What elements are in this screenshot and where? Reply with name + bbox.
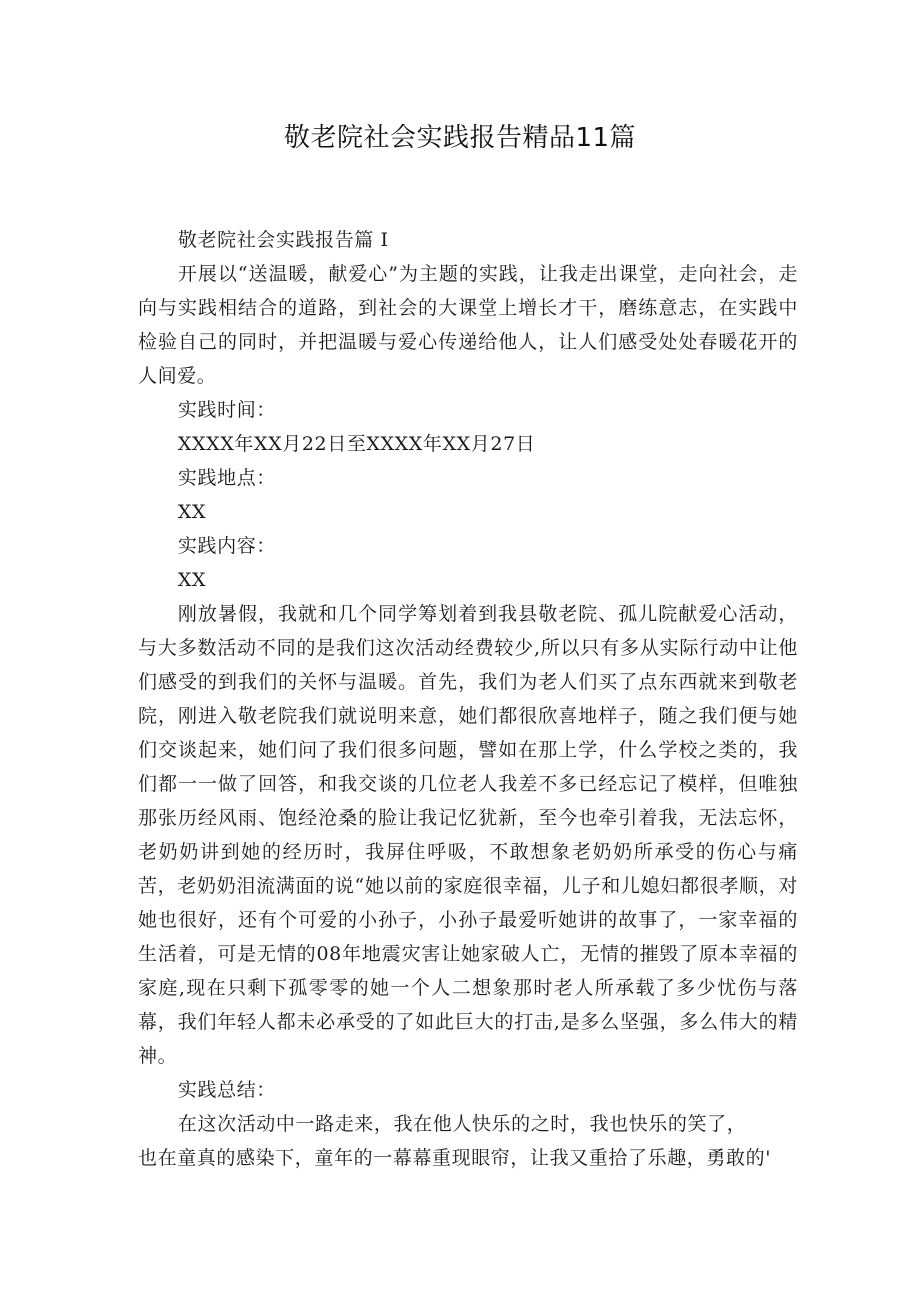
document-title: 敬老院社会实践报告精品11篇 [283,123,637,153]
content-paragraph: 刚放暑假，我就和几个同学筹划着到我县敬老院、孤儿院献爱心活动，与大多数活动不同的是我们这次活动经费较少,所以只有多从实际行动中让他们感受的到我们的关怀与温暖。首先，我们为老人们买了点东西就来到敬老院，刚进入敬老院我们就说明来意，她们都很欣喜地样子，随之我们便与她们交谈起来，她们问了我们很多问题，譬如在那上学，什么学校之类的，我们都一一做了回答，和我交谈的几位老人我差不多已经忘记了模样，但唯独那张历经风雨、饱经沧桑的脸让我记忆犹新，至今也牵引着我，无法忘怀，老奶奶讲到她的经历时，我屏住呼吸，不敢想象老奶奶所承受的伤心与痛苦，老奶奶泪流满面的说“她以前的家庭很幸福，儿子和儿媳妇都很孝顺，对她也很好，还有个可爱的小孙子，小孙子最爱听她讲的故事了，一家幸福的生活着，可是无情的08年地震灾害让她家破人亡，无情的摧毁了原本幸福的家庭,现在只剩下孤零零的她一个人二想象那时老人所承载了多少忧伤与落幕，我们年轻人都未必承受的了如此巨大的打击,是多么坚强，多么伟大的精神。 [138,603,798,1067]
place-value: XX [177,501,207,523]
content-label: 实践内容： [177,535,276,557]
summary-line-2: 也在童真的感染下，童年的一幕幕重现眼帘，让我又重拾了乐趣，勇敢的' [138,1147,772,1169]
time-label: 实践时间： [177,399,276,421]
content-value: XX [177,569,207,591]
section-heading: 敬老院社会实践报告篇 I [177,229,389,251]
place-label: 实践地点： [177,467,276,489]
intro-paragraph: 开展以“送温暖，献爱心”为主题的实践，让我走出课堂，走向社会，走向与实践相结合的道路，到社会的大课堂上增长才干，磨练意志，在实践中检验自己的同时，并把温暖与爱心传递给他人，让人们感受处处春暖花开的人间爱。 [138,263,798,387]
document-body [138,223,798,1175]
summary-line-1: 在这次活动中一路走来，我在他人快乐的之时，我也快乐的笑了， [177,1113,747,1135]
time-value: XXXX年XX月22日至XXXX年XX月27日 [177,433,536,455]
summary-label: 实践总结： [177,1079,276,1101]
